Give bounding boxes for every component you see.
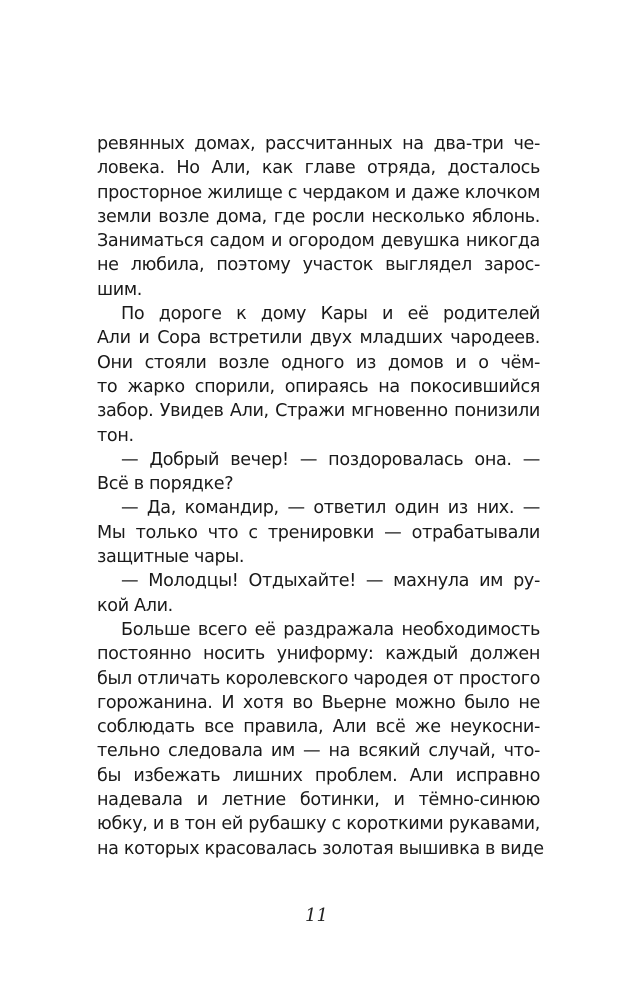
text-line: юбку, и в тон ей рубашку с короткими рукавами, bbox=[97, 814, 540, 835]
line-wrap bbox=[97, 448, 540, 472]
line-wrap bbox=[97, 594, 540, 618]
line-wrap bbox=[97, 837, 544, 861]
text-line: ловека. Но Али, как главе отряда, досталось bbox=[97, 158, 540, 179]
text-line: кой Али. bbox=[97, 595, 173, 616]
line-wrap bbox=[97, 642, 540, 666]
paragraph bbox=[97, 132, 540, 302]
line-wrap bbox=[97, 812, 540, 836]
text-line: не любила, поэтому участок выглядел зарос- bbox=[97, 255, 540, 276]
line-wrap bbox=[97, 132, 540, 156]
line-wrap bbox=[97, 156, 540, 180]
line-wrap bbox=[97, 715, 540, 739]
text-line: то жарко спорили, опираясь на покосившийся bbox=[97, 376, 540, 397]
text-line: бы избежать лишних проблем. Али исправно bbox=[97, 765, 540, 786]
line-wrap bbox=[97, 351, 540, 375]
text-line: на которых красовалась золотая вышивка в виде bbox=[97, 838, 544, 859]
text-line: горожанина. И хотя во Вьерне можно было не bbox=[97, 692, 540, 713]
line-wrap bbox=[97, 496, 540, 520]
line-wrap bbox=[97, 424, 540, 448]
paragraph bbox=[97, 302, 540, 448]
text-line: тельно следовала им — на всякий случай, что- bbox=[97, 741, 540, 762]
text-line: Они стояли возле одного из домов и о чём- bbox=[97, 352, 540, 373]
text-line: шим. bbox=[97, 279, 142, 300]
line-wrap bbox=[97, 302, 540, 326]
text-line: По дороге к дому Кары и её родителей bbox=[121, 304, 540, 325]
line-wrap bbox=[97, 472, 540, 496]
text-line: защитные чары. bbox=[97, 547, 245, 568]
line-wrap bbox=[97, 691, 540, 715]
line-wrap bbox=[97, 667, 540, 691]
line-wrap bbox=[97, 326, 540, 350]
line-wrap bbox=[97, 253, 540, 277]
text-line: соблюдать все правила, Али всё же неукосни- bbox=[97, 717, 540, 738]
line-wrap bbox=[97, 739, 540, 763]
text-line: — Да, командир, — ответил один из них. — bbox=[121, 498, 540, 519]
text-line: — Молодцы! Отдыхайте! — махнула им ру- bbox=[121, 571, 540, 592]
line-wrap bbox=[97, 181, 540, 205]
text-line: Заниматься садом и огородом девушка никогда bbox=[97, 231, 540, 252]
paragraph bbox=[97, 448, 540, 497]
text-line: Больше всего её раздражала необходимость bbox=[121, 619, 540, 640]
page-number: 11 bbox=[305, 905, 328, 926]
line-wrap bbox=[97, 399, 540, 423]
line-wrap bbox=[97, 545, 540, 569]
line-wrap bbox=[97, 205, 540, 229]
text-line: тон. bbox=[97, 425, 134, 446]
line-wrap bbox=[97, 788, 540, 812]
text-line: просторное жилище с чердаком и даже клочком bbox=[97, 182, 540, 203]
text-line: постоянно носить униформу: каждый должен bbox=[97, 644, 540, 665]
line-wrap bbox=[97, 278, 540, 302]
line-wrap bbox=[97, 764, 540, 788]
paragraph bbox=[97, 569, 540, 618]
text-line: — Добрый вечер! — поздоровалась она. — bbox=[121, 449, 540, 470]
text-line: земли возле дома, где росли несколько яблонь. bbox=[97, 206, 540, 227]
text-line: был отличать королевского чародея от простого bbox=[97, 668, 540, 689]
paragraph bbox=[97, 618, 544, 861]
text-line: забор. Увидев Али, Стражи мгновенно понизили bbox=[97, 401, 540, 422]
line-wrap bbox=[97, 569, 540, 593]
line-wrap bbox=[97, 521, 540, 545]
line-wrap bbox=[97, 229, 540, 253]
text-line: ревянных домах, рассчитанных на два-три че- bbox=[97, 134, 540, 154]
line-wrap bbox=[97, 375, 540, 399]
text-line: Всё в порядке? bbox=[97, 474, 234, 495]
paragraph bbox=[97, 496, 540, 569]
text-line: Мы только что с тренировки — отрабатывали bbox=[97, 522, 540, 543]
text-line: надевала и летние ботинки, и тёмно-синюю bbox=[97, 790, 540, 811]
body-text bbox=[97, 132, 544, 861]
line-wrap bbox=[97, 618, 540, 642]
text-line: Али и Сора встретили двух младших чародеев. bbox=[97, 328, 540, 349]
